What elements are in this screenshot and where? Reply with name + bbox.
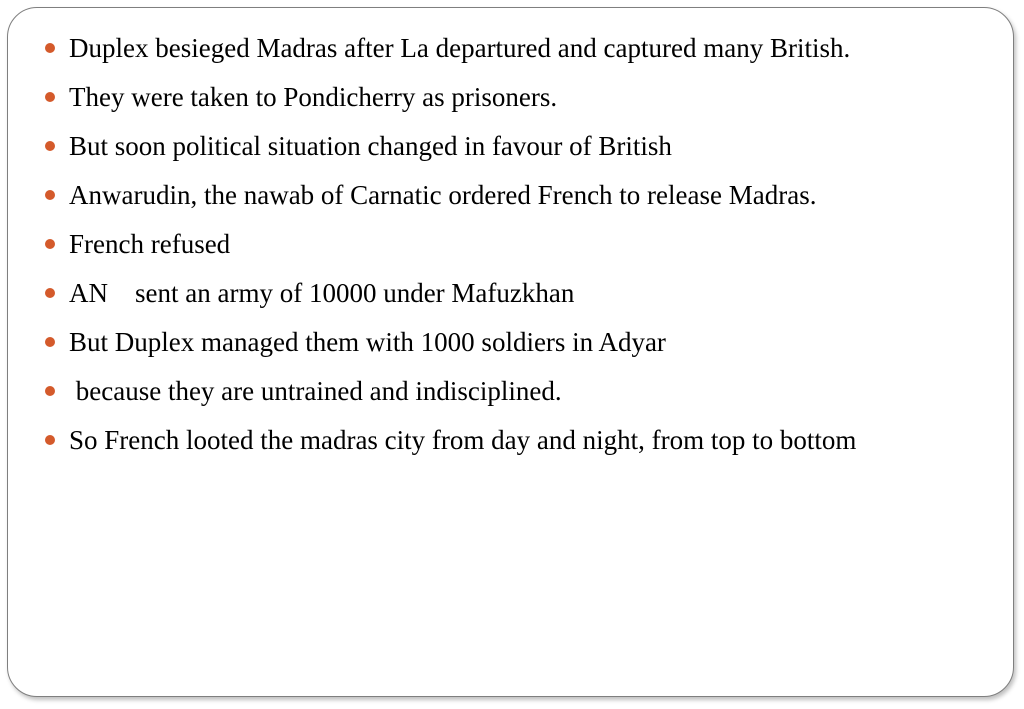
bullet-dot-icon xyxy=(45,239,55,249)
bullet-text: because they are untrained and indisciplined. xyxy=(69,376,562,406)
bullet-dot-icon xyxy=(45,435,55,445)
bullet-dot-icon xyxy=(45,288,55,298)
bullet-dot-icon xyxy=(45,141,55,151)
bullet-item-2 xyxy=(45,75,1005,124)
bullet-dot-icon xyxy=(45,92,55,102)
bullet-text: But Duplex managed them with 1000 soldiers in Adyar xyxy=(69,327,666,357)
bullet-dot-icon xyxy=(45,190,55,200)
bullet-item-8 xyxy=(45,369,1005,418)
bullet-item-3 xyxy=(45,124,1005,173)
bullet-item-6 xyxy=(45,271,1005,320)
bullet-list xyxy=(45,26,1005,467)
bullet-item-7 xyxy=(45,320,1005,369)
bullet-text: But soon political situation changed in favour of British xyxy=(69,131,672,161)
bullet-item-5 xyxy=(45,222,1005,271)
bullet-text: Anwarudin, the nawab of Carnatic ordered French to release Madras. xyxy=(69,180,817,210)
bullet-dot-icon xyxy=(45,386,55,396)
bullet-dot-icon xyxy=(45,337,55,347)
bullet-text: French refused xyxy=(69,229,231,259)
bullet-dot-icon xyxy=(45,43,55,53)
bullet-text: So French looted the madras city from day and night, from top to bottom xyxy=(69,425,857,455)
bullet-text: AN sent an army of 10000 under Mafuzkhan xyxy=(69,278,575,308)
bullet-item-4 xyxy=(45,173,1005,222)
bullet-text: They were taken to Pondicherry as prisoners. xyxy=(69,82,558,112)
bullet-item-1 xyxy=(45,26,1005,75)
bullet-text: Duplex besieged Madras after La departured and captured many British. xyxy=(69,33,851,63)
bullet-item-9 xyxy=(45,418,1005,467)
